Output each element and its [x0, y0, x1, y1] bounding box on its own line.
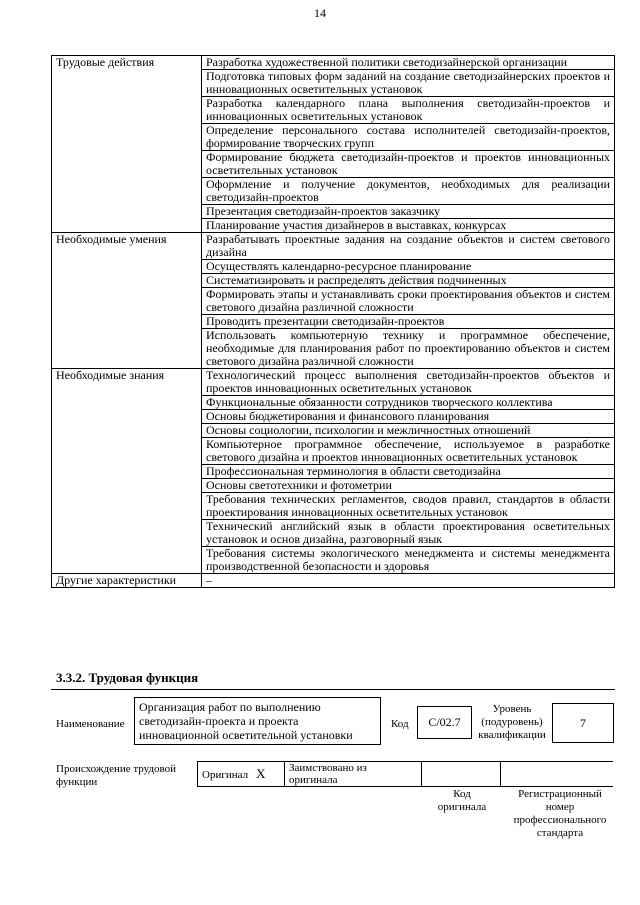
- origin-label: Происхождение трудовой функции: [56, 763, 177, 788]
- section-divider: [51, 689, 615, 690]
- category-label: Необходимые умения: [52, 233, 202, 369]
- table-cell: Технологический процесс выполнения светодизайн-проектов объектов и проектов инновационных осветительных установок: [202, 369, 615, 396]
- table-cell: Технический английский язык в области проектирования осветительных установок и основ дизайна, разговорный язык: [202, 520, 615, 547]
- table-row: [52, 369, 615, 396]
- table-cell: Проводить презентации светодизайн-проектов: [202, 315, 615, 329]
- table-cell: Осуществлять календарно-ресурсное планирование: [202, 260, 615, 274]
- level-label: Уровень (подуровень) квалификации: [478, 703, 546, 741]
- original-label: Оригинал: [202, 769, 249, 781]
- table-cell: Презентация светодизайн-проектов заказчику: [202, 205, 615, 219]
- table-cell: Основы социологии, психологии и межличностных отношений: [202, 424, 615, 438]
- table-cell: Основы светотехники и фотометрии: [202, 479, 615, 493]
- table-cell: Функциональные обязанности сотрудников творческого коллектива: [202, 396, 615, 410]
- page-number: 14: [314, 6, 326, 20]
- caption-code-original: Код оригинала: [437, 788, 487, 813]
- section-title: 3.3.2. Трудовая функция: [56, 670, 199, 685]
- category-label: Необходимые знания: [52, 369, 202, 574]
- labor-functions-table: [51, 55, 615, 588]
- origin-borrowed-cell: [285, 762, 422, 787]
- origin-table: [197, 761, 613, 787]
- table-cell: Формировать этапы и устанавливать сроки проектирования объектов и систем светового дизайна различной сложности: [202, 288, 615, 315]
- category-label: Трудовые действия: [52, 56, 202, 233]
- name-label: Наименование: [56, 718, 125, 730]
- table-cell: Разрабатывать проектные задания на создание объектов и систем светового дизайна: [202, 233, 615, 260]
- caption-registration-number: Регистрационный номер профессионального стандарта: [513, 788, 607, 839]
- original-mark: X: [256, 766, 266, 781]
- origin-original-cell: [198, 762, 285, 787]
- table-cell: Компьютерное программное обеспечение, используемое в разработке светового дизайна и проектов инновационных осветительных установок: [202, 438, 615, 465]
- table-cell: Оформление и получение документов, необходимых для реализации светодизайн-проектов: [202, 178, 615, 205]
- table-cell: Профессиональная терминология в области светодизайна: [202, 465, 615, 479]
- origin-reg-cell: [501, 762, 614, 787]
- table-cell: Основы бюджетирования и финансового планирования: [202, 410, 615, 424]
- table-cell: Формирование бюджета светодизайн-проектов и проектов инновационных осветительных установок: [202, 151, 615, 178]
- origin-code-cell: [422, 762, 501, 787]
- table-cell: –: [202, 574, 615, 588]
- borrowed-label: Заимствовано из оригинала: [289, 762, 367, 786]
- category-label: Другие характеристики: [52, 574, 202, 588]
- table-cell: Разработка художественной политики светодизайнерской организации: [202, 56, 615, 70]
- table-cell: Определение персонального состава исполнителей светодизайн-проектов, формирование творческих групп: [202, 124, 615, 151]
- table-cell: Подготовка типовых форм заданий на создание светодизайнерских проектов и инновационных осветительных установок: [202, 70, 615, 97]
- table-row: [52, 233, 615, 260]
- code-label: Код: [391, 718, 409, 730]
- table-cell: Планирование участия дизайнеров в выставках, конкурсах: [202, 219, 615, 233]
- table-row: [52, 56, 615, 70]
- table-cell: Разработка календарного плана выполнения светодизайн-проектов и инновационных осветительных установок: [202, 97, 615, 124]
- table-cell: Требования технических регламентов, сводов правил, стандартов в области проектирования инновационных осветительных установок: [202, 493, 615, 520]
- table-row: [52, 574, 615, 588]
- table-cell: Требования системы экологического менеджмента и системы менеджмента производственной безопасности и здоровья: [202, 547, 615, 574]
- function-code-box: C/02.7: [417, 706, 472, 739]
- level-value-box: 7: [552, 703, 614, 743]
- table-cell: Использовать компьютерную технику и программное обеспечение, необходимые для планирования работ по проектированию объектов и систем светового дизайна различной сложности: [202, 329, 615, 369]
- function-name-box: Организация работ по выполнению светодизайн-проекта и проекта инновационной осветительной установки: [134, 697, 381, 745]
- table-cell: Систематизировать и распределять действия подчиненных: [202, 274, 615, 288]
